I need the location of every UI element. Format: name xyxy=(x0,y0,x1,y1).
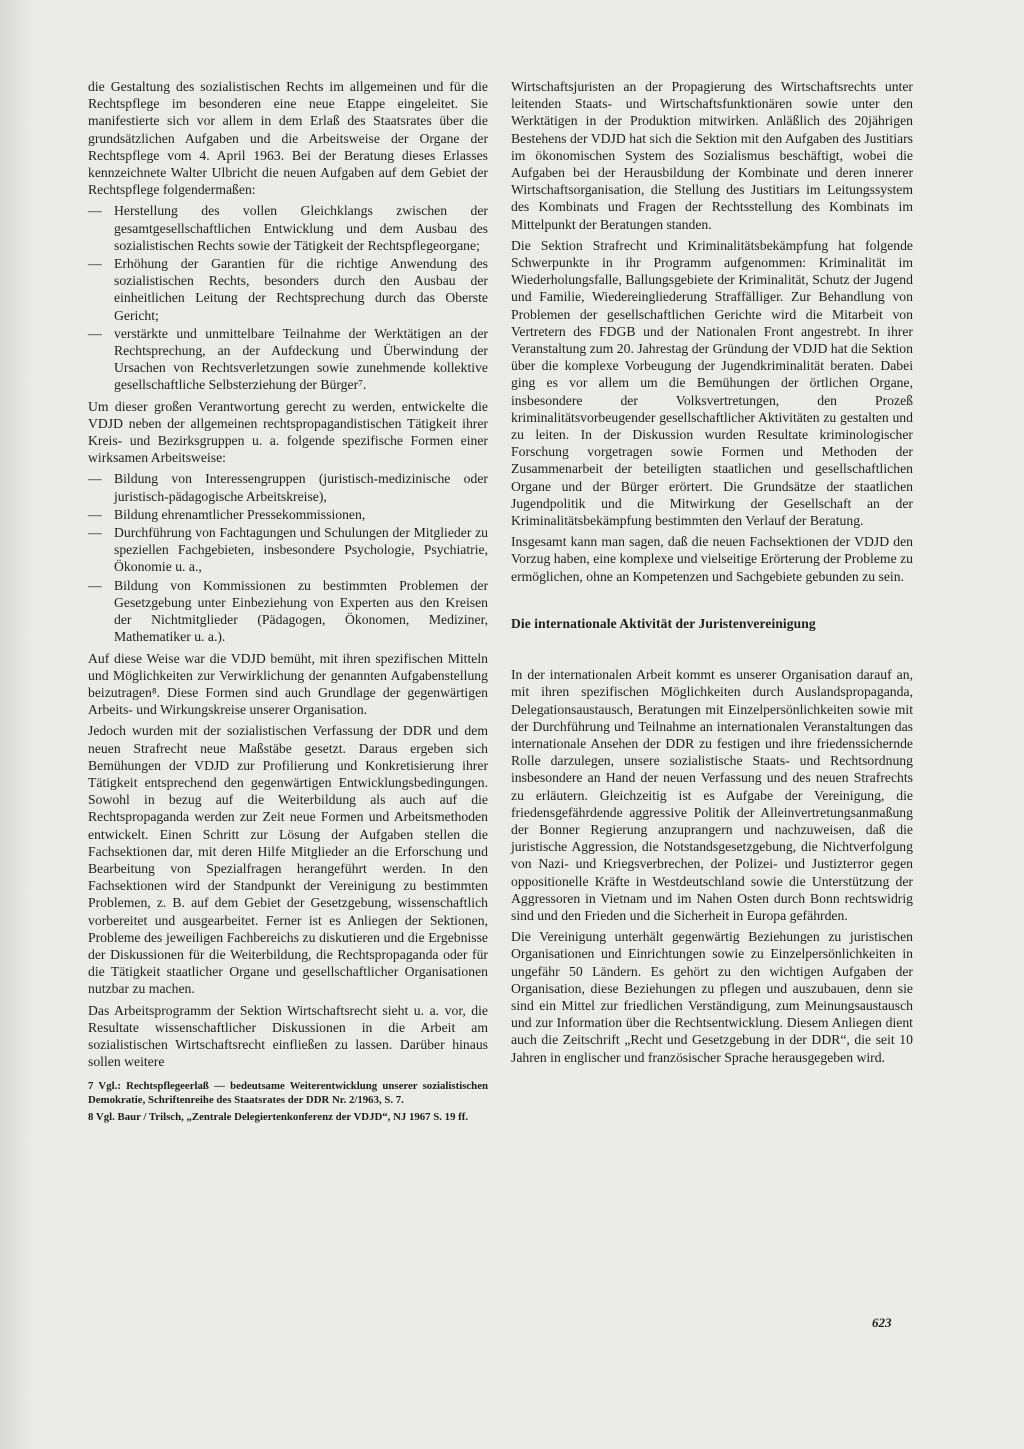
paragraph: Das Arbeitsprogramm der Sektion Wirtschaftsrecht sieht u. a. vor, die Resultate wissenschaftlicher Diskussionen in die Arbeit am sozialistischen Wirtschaftsrecht einfließen zu lassen. Darüber hinaus sollen weitere xyxy=(88,1002,488,1070)
page-number: 623 xyxy=(872,1315,892,1330)
paragraph: Um dieser großen Verantwortung gerecht zu werden, entwickelte die VDJD neben der allgemeinen rechtspropagandistischen Tätigkeit ihrer Kreis- und Bezirksgruppen u. a. folgende spezifische Formen einer wirksamen Arbeitsweise: xyxy=(88,398,488,466)
paragraph: die Gestaltung des sozialistischen Rechts im allgemeinen und für die Rechtspflege im besonderen eine neue Etappe eingeleitet. Sie manifestierte sich vor allem in dem Erlaß des Staatsrates über die grundsätzlichen Aufgaben und die Arbeitsweise der Organe der Rechtspflege vom 4. April 1963. Bei der Beratung dieses Erlasses kennzeichnete Walter Ulbricht die neuen Aufgaben auf dem Gebiet der Rechtspflege folgendermaßen: xyxy=(88,79,488,198)
scan-edge-shadow xyxy=(0,0,34,1449)
list-item: — Herstellung des vollen Gleichklangs zwischen der gesamtgesellschaftlichen Entwicklung und dem Ausbau des sozialistischen Rechts sowie der Tätigkeit der Rechtspflegeorgane; xyxy=(88,202,488,254)
paragraph: In der internationalen Arbeit kommt es unserer Organisation darauf an, mit ihren spezifischen Möglichkeiten durch Auslandspropaganda, Delegationsaustausch, Beratungen mit Einzelpersönlichkeiten sowie mit der Durchführung und Teilnahme an internationalen Veranstaltungen das internationale Ansehen der DDR zu festigen und ihre friedenssichernde Rolle darzulegen, unsere sozialistische Staats- und Rechtsordnung insbesondere an Hand der neuen Verfassung und des neuen Strafrechts zu erläutern. Gleichzeitig ist es Aufgabe der Vereinigung, die friedensgefährdende aggressive Politik der Alleinvertretungsanmaßung der Bonner Regierung anzuprangern und nachzuweisen, daß die juristische Aggression, die Notstandsgesetzgebung, die Nichtverfolgung von Nazi- und Kriegsverbrechen, der Polizei- und Justizterror gegen oppositionelle Kräfte in Westdeutschland sowie die Unterstützung der Aggressoren in Vietnam und im Nahen Osten durch Bonn rechtswidrig sind und den Frieden und die Sicherheit in Europa gefährden. xyxy=(511,667,913,923)
list-item: — Durchführung von Fachtagungen und Schulungen der Mitglieder zu speziellen Fachgebieten, insbesondere Psychologie, Psychiatrie, Ökonomie u. a., xyxy=(88,524,488,576)
paragraph: Jedoch wurden mit der sozialistischen Verfassung der DDR und dem neuen Strafrecht neue Maßstäbe gesetzt. Daraus ergeben sich Bemühungen der VDJD zur Profilierung und Konkretisierung ihrer Tätigkeit entsprechend den gegenwärtigen Entwicklungsbedingungen. Sowohl in bezug auf die Weiterbildung als auch auf die Rechtspropaganda werden zur Zeit neue Formen und Arbeitsmethoden entwickelt. Einen Schritt zur Lösung der Aufgaben stellen die Fachsektionen dar, mit deren Hilfe Mitglieder an die Erforschung und Bearbeitung von Spezialfragen herangeführt werden. In den Fachsektionen wird der Standpunkt der Vereinigung zu bestimmten Problemen, z. B. auf dem Gebiet der Gesetzgebung, wissenschaftlich vorbereitet und ausgearbeitet. Ferner ist es Anliegen der Sektionen, Probleme des jeweiligen Fachbereichs zu diskutieren und die Ergebnisse der Diskussionen für die Weiterbildung, die Rechtspropaganda oder für die Tätigkeit staatlicher Organe und gesellschaftlicher Organisationen nutzbar zu machen. xyxy=(88,723,488,997)
paragraph: Die Vereinigung unterhält gegenwärtig Beziehungen zu juristischen Organisationen und Einrichtungen sowie zu Einzelpersönlichkeiten in ungefähr 50 Ländern. Es gehört zu den wichtigen Aufgaben der Organisation, diese Beziehungen zu pflegen und auszubauen, denn sie sind ein Mittel zur friedlichen Verständigung, zum Meinungsaustausch und zur Information über die Rechtsentwicklung. Diesem Anliegen dient auch die Zeitschrift „Recht und Gesetzgebung in der DDR“, die seit 10 Jahren in englischer und französischer Sprache herausgegeben wird. xyxy=(511,929,913,1065)
list-item: — Bildung von Interessengruppen (juristisch-medizinische oder juristisch-pädagogische Arbeitskreise), xyxy=(88,470,488,504)
footnotes xyxy=(88,1080,488,1124)
list-item: — Bildung von Kommissionen zu bestimmten Problemen der Gesetzgebung unter Einbeziehung von Experten aus den Kreisen der Nichtmitglieder (Pädagogen, Ökonomen, Mediziner, Mathematiker u. a.). xyxy=(88,577,488,646)
dash-list xyxy=(88,202,488,393)
list-item: — Erhöhung der Garantien für die richtige Anwendung des sozialistischen Rechts, besonders durch den Ausbau der einheitlichen Leitung der Rechtsprechung durch das Oberste Gericht; xyxy=(88,255,488,324)
right-column xyxy=(511,78,913,1070)
paragraph: Die Sektion Strafrecht und Kriminalitätsbekämpfung hat folgende Schwerpunkte in ihr Programm aufgenommen: Kriminalität im Wiederholungsfalle, Ballungsgebiete der Kriminalität, Schutz der Jugend und Familie, Wiedereingliederung Straffälliger. Zur Behandlung von Problemen der gesellschaftlichen Gerichte wird die Mitarbeit von Vertretern des FDGB und der Nationalen Front angestrebt. In ihrer Veranstaltung zum 20. Jahrestag der Gründung der VDJD hat die Sektion über die komplexe Vorbeugung der Jugendkriminalität beraten. Dabei ging es vor allem um die Bemühungen der örtlichen Organe, insbesondere der Volksvertretungen, den Prozeß kriminalitätsvorbeugender gesellschaftlicher Aktivitäten zu gestalten und zu leiten. In der Diskussion wurden Resultate kriminologischer Forschung vorgetragen sowie Formen und Methoden der Zusammenarbeit der beteiligten staatlichen und gesellschaftlichen Organe und der Bürger erörtert. Die Grundsätze der staatlichen Jugendpolitik und die Mitwirkung der Gesellschaft an der Kriminalitätsbekämpfung bestimmten den Verlauf der Beratung. xyxy=(511,237,913,529)
paragraph: Wirtschaftsjuristen an der Propagierung des Wirtschaftsrechts unter leitenden Staats- und Wirtschaftsfunktionären sowie unter den Werktätigen in der Produktion mitwirken. Anläßlich des 20jährigen Bestehens der VDJD hat sich die Sektion mit den Aufgaben des Justitiars im ökonomischen System des Sozialismus beschäftigt, wobei die Aufgaben bei der Herausbildung der Kombinate und deren innerer Wirtschaftsorganisation, die Stellung des Justitiars im Leitungssystem des Kombinats und Fragen der Rechtsstellung des Kombinats im Mittelpunkt der Beratungen standen. xyxy=(511,79,913,232)
section-heading: Die internationale Aktivität der Juristenvereinigung xyxy=(511,615,816,631)
footnote-8: 8 Vgl. Baur / Trilsch, „Zentrale Delegiertenkonferenz der VDJD“, NJ 1967 S. 19 ff. xyxy=(88,1110,469,1123)
paragraph: Auf diese Weise war die VDJD bemüht, mit ihren spezifischen Mitteln und Möglichkeiten zur Verwirklichung der genannten Aufgabenstellung beizutragen⁸. Diese Formen sind auch Grundlage der gegenwärtigen Arbeits- und Wirkungskreise unserer Organisation. xyxy=(88,650,488,718)
list-item: — Bildung ehrenamtlicher Pressekommissionen, xyxy=(88,506,488,523)
paragraph: Insgesamt kann man sagen, daß die neuen Fachsektionen der VDJD den Vorzug haben, eine komplexe und vielseitige Erörterung der Probleme zu ermöglichen, ohne an Kompetenzen und Sachgebiete gebunden zu sein. xyxy=(511,534,913,584)
left-column xyxy=(88,78,488,1128)
list-item: — verstärkte und unmittelbare Teilnahme der Werktätigen an der Rechtsprechung, an der Aufdeckung und Überwindung der Ursachen von Rechtsverletzungen sowie zunehmende kollektive gesellschaftliche Selbsterziehung der Bürger⁷. xyxy=(88,325,488,394)
footnote-7: 7 Vgl.: Rechtspflegeerlaß — bedeutsame Weiterentwicklung unserer sozialistischen Demokratie, Schriftenreihe des Staatsrates der DDR Nr. 2/1963, S. 7. xyxy=(88,1080,488,1106)
dash-list xyxy=(88,470,488,645)
